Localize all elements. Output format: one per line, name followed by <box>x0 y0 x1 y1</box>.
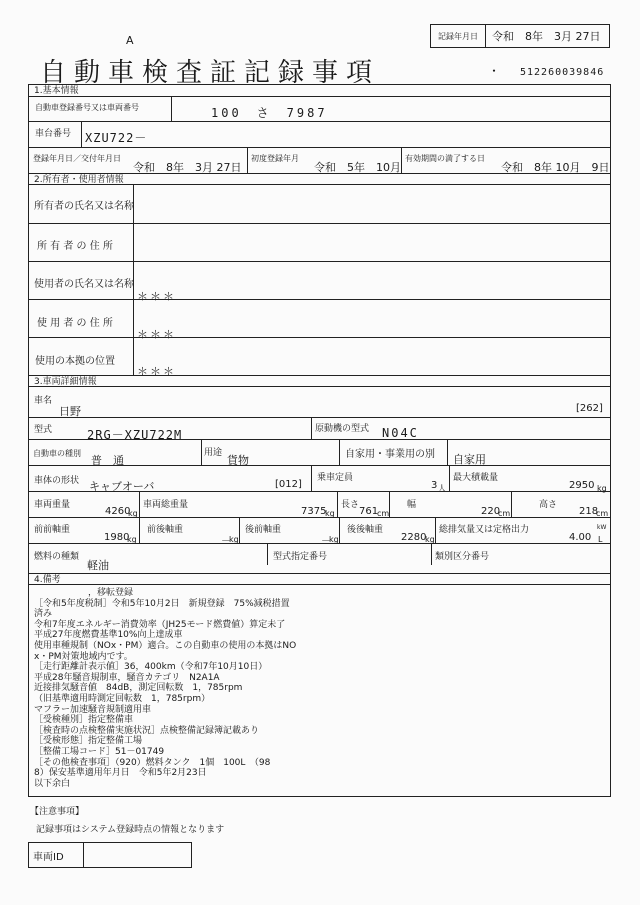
capacity-unit: 人 <box>438 484 446 493</box>
maker-code: [262] <box>576 403 603 414</box>
model-label: 型式 <box>34 425 53 435</box>
record-date-box <box>430 24 610 48</box>
remarks-line: ［令和5年度税制］令和5年10月2日 新規登録 75%減税措置 <box>34 598 290 609</box>
width-label: 幅 <box>407 500 417 510</box>
section-owner-heading: 2.所有者・使用者情報 <box>29 173 610 185</box>
base-value: ＊＊＊ <box>137 365 176 378</box>
first-reg-value: 令和 5年 10月 <box>314 161 401 174</box>
displacement-unit: L <box>598 535 603 544</box>
remarks-line: 使用車種規制（NOx・PM）適合。この自動車の使用の本拠はNO <box>34 640 297 651</box>
fr-axle-value: － <box>221 536 231 547</box>
chassis-value: XZU722－ <box>85 131 148 145</box>
rr-axle-label: 後後軸重 <box>347 525 384 535</box>
body-label: 車体の形状 <box>34 476 80 486</box>
dot-mark: ・ <box>488 64 501 78</box>
gross-label: 車両総重量 <box>143 500 189 510</box>
ff-axle-unit: kg <box>127 535 137 544</box>
engine-value: N04C <box>382 426 419 440</box>
fuel-label: 燃料の種類 <box>34 552 80 562</box>
length-unit: cm <box>377 509 390 518</box>
vehicle-id-value <box>84 843 191 867</box>
remarks-line: マフラー加速騒音規制適用車 <box>34 704 152 715</box>
remarks-line: ［その他検査事項］（920）燃料タンク 1個 100L （98 <box>34 757 271 768</box>
ff-axle-label: 前前軸重 <box>34 525 71 535</box>
body-value: キャブオーバ <box>89 480 155 493</box>
gross-value: 7375 <box>301 506 327 517</box>
model-value: 2RG－XZU722M <box>87 428 183 442</box>
registration-label: 自動車登録番号又は車両番号 <box>35 103 139 112</box>
document-number: 512260039846 <box>520 67 605 78</box>
remarks-line: ［整備工場コード］51－01749 <box>34 746 165 757</box>
user-name-label: 使用者の氏名又は名称 <box>34 279 134 290</box>
remarks-block <box>34 588 454 789</box>
ff-axle-value: 1980 <box>104 532 130 543</box>
weight-label: 車両重量 <box>34 500 71 510</box>
remarks-line: ［受検形態］指定整備工場 <box>34 736 143 747</box>
body-code: [012] <box>275 479 302 490</box>
registration-value: 100 さ 7987 <box>211 106 328 120</box>
length-value: 761 <box>359 506 379 517</box>
displacement-unit-top: kW <box>597 524 607 531</box>
expiry-value: 令和 8年 10月 9日 <box>501 161 610 174</box>
height-label: 高さ <box>539 500 558 510</box>
maker-value: 日野 <box>59 405 81 418</box>
rr-axle-unit: kg <box>425 535 435 544</box>
section-remarks-heading: 4.備考 <box>29 573 610 585</box>
weight-unit: kg <box>128 509 138 518</box>
kind-label: 自動車の種別 <box>33 449 81 458</box>
gross-unit: kg <box>325 509 335 518</box>
engine-label: 原動機の型式 <box>315 424 370 434</box>
weight-value: 4260 <box>105 506 131 517</box>
remarks-line: 済み <box>34 609 53 620</box>
use-label: 用途 <box>204 448 223 458</box>
fuel-value: 軽油 <box>87 559 109 572</box>
remarks-line: 平成27年度燃費基準10%向上達成車 <box>34 630 183 641</box>
private-value: 自家用 <box>453 453 486 466</box>
displacement-value: 4.00 <box>569 532 592 543</box>
max-load-label: 最大積載量 <box>453 473 499 483</box>
base-label: 使用の本拠の位置 <box>35 356 115 367</box>
kind-value: 普 通 <box>91 454 124 467</box>
capacity-value: 3 <box>431 480 438 491</box>
notes-text: 記録事項はシステム登録時点の情報となります <box>36 825 225 835</box>
displacement-label: 総排気量又は定格出力 <box>439 525 530 535</box>
rf-axle-value: － <box>321 536 331 547</box>
vehicle-id-label: 車両ID <box>29 843 84 867</box>
fr-axle-unit: kg <box>229 535 239 544</box>
max-load-unit: kg <box>597 484 607 493</box>
notes-title: 【注意事項】 <box>30 807 85 817</box>
reg-date-value: 令和 8年 3月 27日 <box>133 161 242 174</box>
remarks-line: 以下余白 <box>34 778 71 789</box>
private-label: 自家用・事業用の別 <box>345 449 435 460</box>
header-mark: A <box>126 34 134 47</box>
remarks-line: ［走行距離計表示値］36，400km（令和7年10月10日） <box>34 662 268 673</box>
width-value: 220 <box>481 506 501 517</box>
class-label: 類別区分番号 <box>435 552 490 562</box>
rr-axle-value: 2280 <box>401 532 427 543</box>
remarks-line: x・PM対策地域内です。 <box>34 651 133 662</box>
remarks-line: 令和7年度エネルギー消費効率（JH25モード燃費値）算定未了 <box>34 619 286 630</box>
length-label: 長さ <box>341 500 360 510</box>
document-title: 自動車検査証記録事項 <box>40 58 381 88</box>
chassis-label: 車台番号 <box>35 129 72 139</box>
remarks-line: 平成28年騒音規制車，騒音カテゴリ N2A1A <box>34 672 220 683</box>
owner-name-label: 所有者の氏名又は名称 <box>34 201 134 212</box>
capacity-label: 乗車定員 <box>317 473 354 483</box>
remarks-line: 8）保安基準適用年月日 令和5年2月23日 <box>34 768 207 779</box>
use-value: 貨物 <box>227 454 249 467</box>
record-frame <box>28 84 611 797</box>
section-basic-heading: 1.基本情報 <box>29 85 610 97</box>
remarks-line: （旧基準適用時測定回転数 1，785rpm） <box>34 693 211 704</box>
record-date-value: 令和 8年 3月 27日 <box>492 30 601 43</box>
user-address-value: ＊＊＊ <box>137 328 176 341</box>
first-reg-label: 初度登録年月 <box>251 154 299 163</box>
maker-label: 車名 <box>34 396 53 406</box>
remarks-line: ［受検種別］指定整備車 <box>34 715 134 726</box>
user-name-value: ＊＊＊ <box>137 290 176 303</box>
expiry-label: 有効期間の満了する日 <box>405 154 485 163</box>
height-unit: cm <box>596 509 609 518</box>
width-unit: cm <box>498 509 511 518</box>
max-load-value: 2950 <box>569 480 595 491</box>
remarks-line: ［検査時の点検整備実施状況］点検整備記録簿記載あり <box>34 725 260 736</box>
vehicle-id-box <box>28 842 192 868</box>
height-value: 218 <box>579 506 599 517</box>
remarks-line: 近接排気騒音値 84dB，測定回転数 1，785rpm <box>34 683 243 694</box>
rf-axle-unit: kg <box>329 535 339 544</box>
designation-label: 型式指定番号 <box>273 552 328 562</box>
record-date-label: 記録年月日 <box>431 25 486 47</box>
owner-address-label: 所 有 者 の 住 所 <box>37 241 113 252</box>
rf-axle-label: 後前軸重 <box>245 525 282 535</box>
reg-date-label: 登録年月日／交付年月日 <box>33 154 121 163</box>
user-address-label: 使 用 者 の 住 所 <box>37 318 113 329</box>
remarks-line: ，移転登録 <box>34 588 134 598</box>
fr-axle-label: 前後軸重 <box>147 525 184 535</box>
section-vehicle-heading: 3.車両詳細情報 <box>29 375 610 387</box>
